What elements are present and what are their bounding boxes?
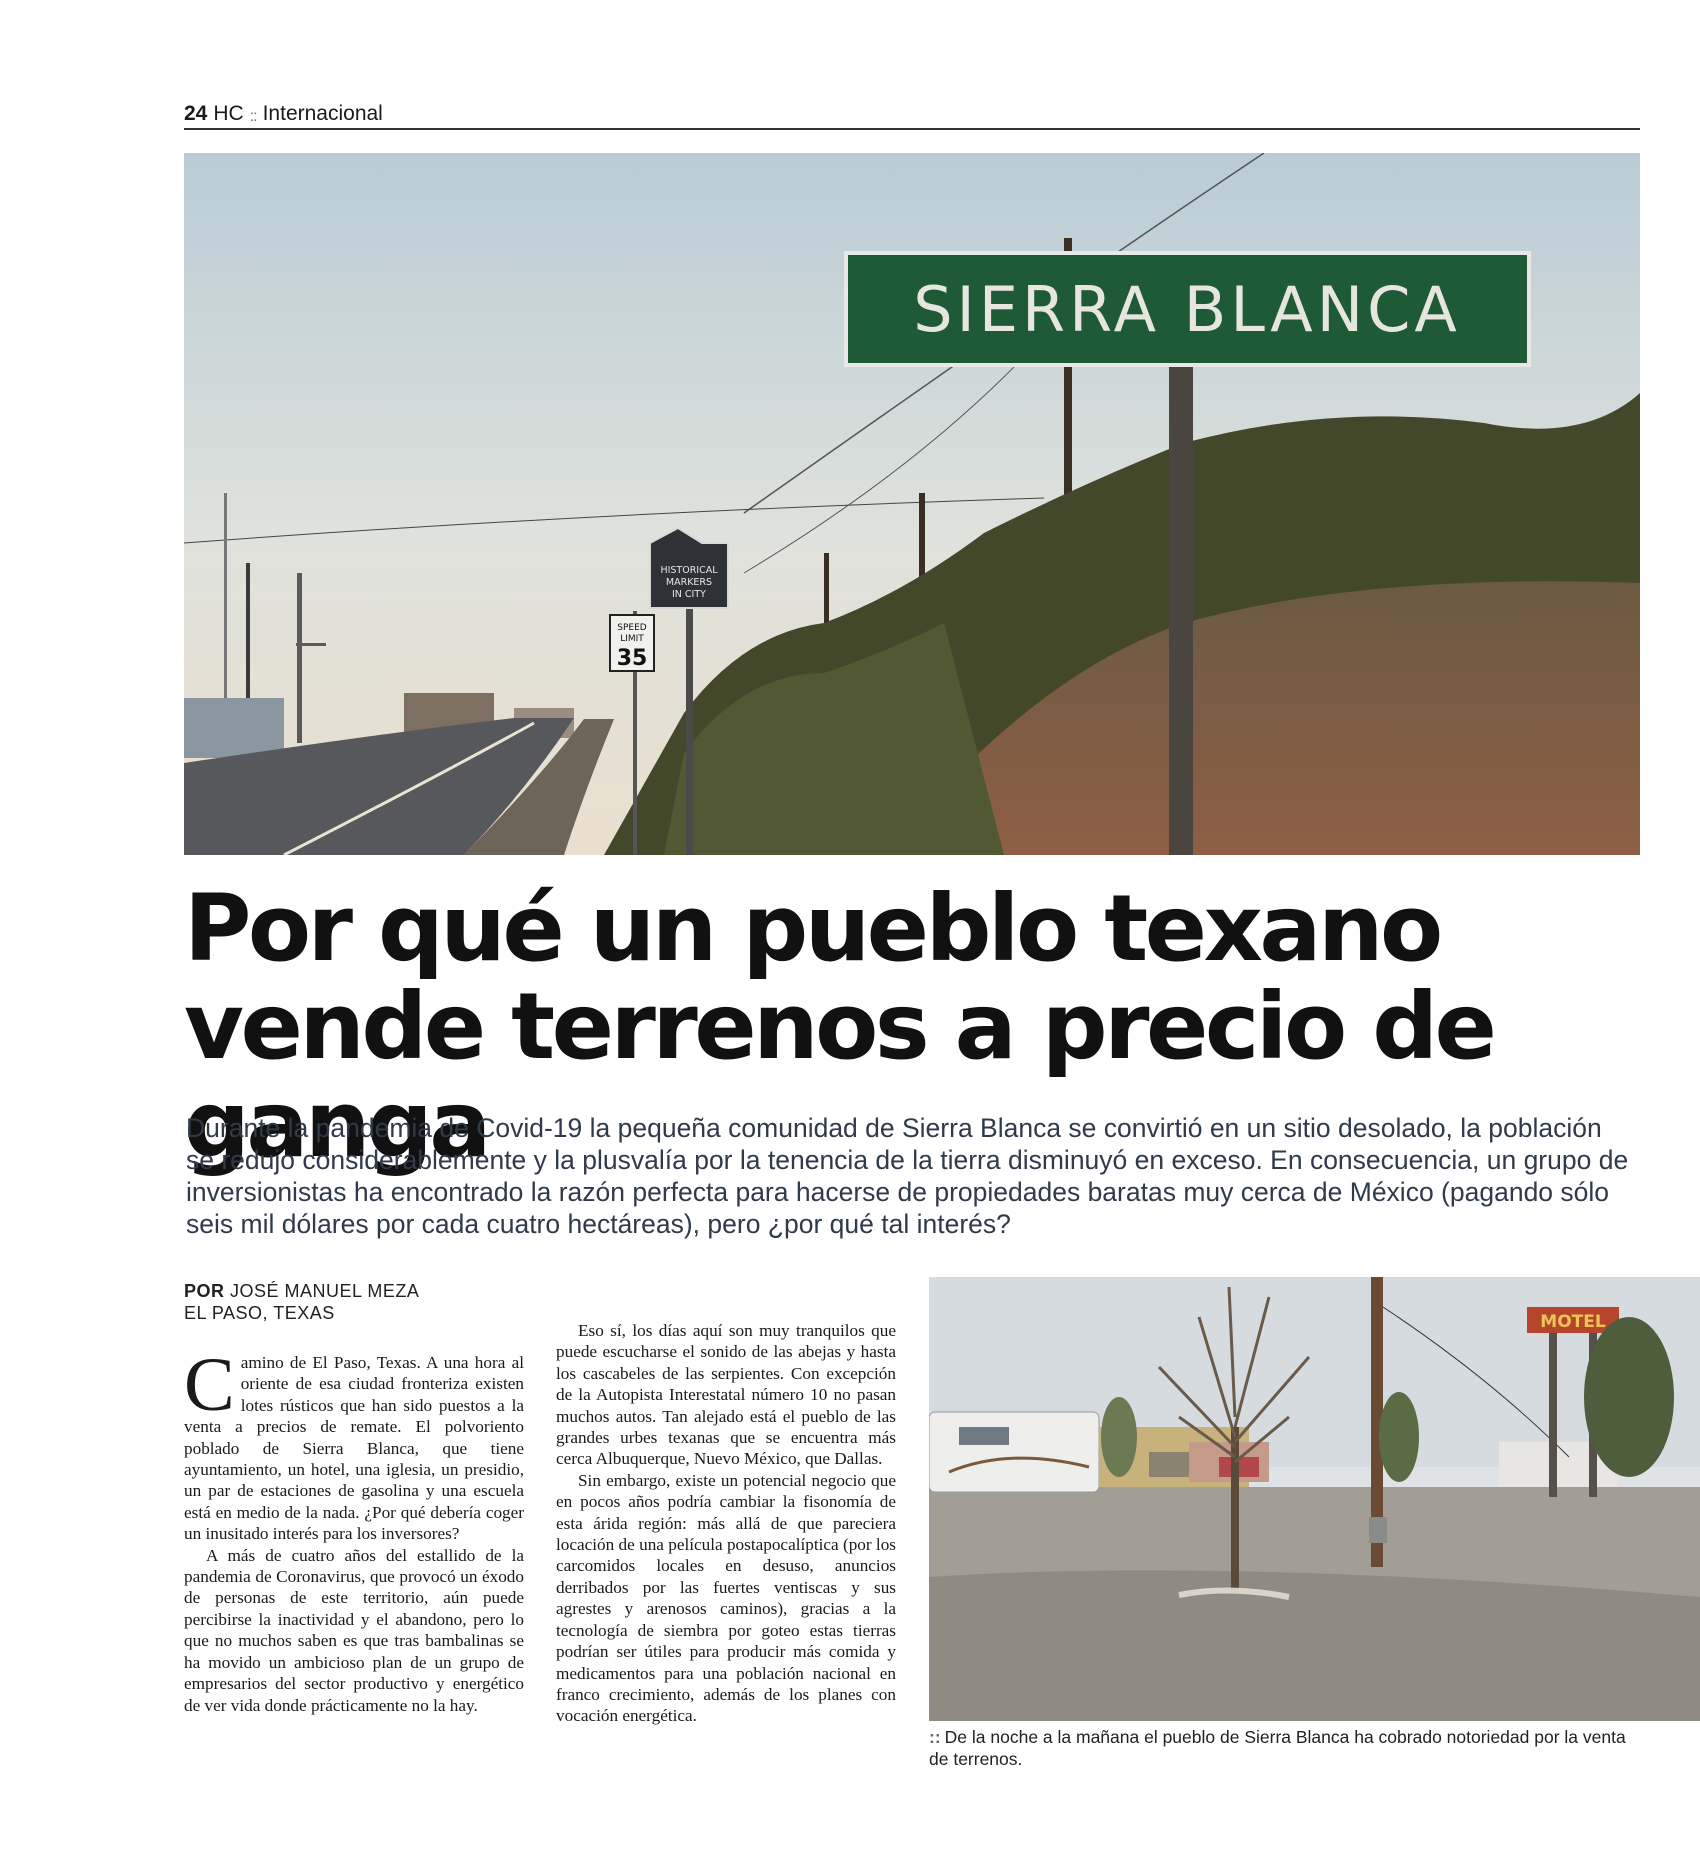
drop-cap: C bbox=[184, 1343, 235, 1427]
article-column-2 bbox=[556, 1278, 896, 1727]
article-paragraph: Camino de El Paso, Texas. A una hora al oriente de esa ciudad fronteriza existen lotes rústicos que han sido puestos a la venta a precios de remate. El polvoriento poblado de Sierra Blanca, que tiene ayuntamiento, un hotel, una iglesia, un presidio, un par de estaciones de gasolina y una escuela está en medio de la nada. ¿Por qué debería coger un inusitado interés para los inversores? bbox=[184, 1343, 524, 1544]
photo-caption bbox=[929, 1726, 1629, 1770]
svg-text:MOTEL: MOTEL bbox=[1540, 1312, 1606, 1332]
byline-author: JOSÉ MANUEL MEZA bbox=[230, 1281, 420, 1301]
svg-text:SPEED: SPEED bbox=[617, 623, 647, 633]
caption-marker: :: bbox=[929, 1727, 941, 1747]
article-paragraph: A más de cuatro años del estallido de la pandemia de Coronavirus, que provocó un éxodo de personas de este territorio, aún puede percibirse la inactividad y el abandono, pero lo que no muchos saben es que tras bambalinas se ha movido un ambicioso plan de un grupo de empresarios del sector productivo y energético de ver vida donde prácticamente no la hay. bbox=[184, 1545, 524, 1715]
rv-park-photo-illustration bbox=[929, 1277, 1700, 1721]
speed-limit-sign bbox=[610, 615, 654, 671]
page-folio bbox=[184, 104, 1640, 130]
section-name: Internacional bbox=[262, 102, 383, 125]
svg-text:HISTORICAL: HISTORICAL bbox=[660, 565, 718, 576]
svg-text:MARKERS: MARKERS bbox=[665, 577, 713, 588]
page-number: 24 bbox=[184, 102, 208, 125]
svg-text:35: 35 bbox=[616, 646, 648, 671]
svg-text:SIERRA BLANCA: SIERRA BLANCA bbox=[913, 273, 1461, 346]
byline-prefix: POR bbox=[184, 1281, 225, 1301]
secondary-photo bbox=[929, 1277, 1700, 1721]
motel-sign bbox=[1527, 1307, 1619, 1333]
article-paragraph: Sin embargo, existe un potencial negocio que en pocos años podría cambiar la fisonomía de esta árida región: más allá de que pareciera locación de una película postapocalíptica (por los carcomidos locales en desuso, anuncios derribados por las fuertes ventiscas y sus agrestes y arenosos caminos), gracias a la tecnología de siembra por goteo estas tierras podrían ser útiles para producir más comida y medicamentos para una población nacional en franco crecimiento, además de los planes con vocación energética. bbox=[556, 1470, 896, 1726]
byline bbox=[184, 1280, 514, 1324]
section-code: HC bbox=[213, 102, 244, 125]
article-paragraph: Eso sí, los días aquí son muy tranquilos que puede escucharse el sonido de las abejas y hasta los cascabeles de las serpientes. Con excepción de la Autopista Interestatal número 10 no pasan muchos autos. Tan alejado está el pueblo de las grandes urbes texanas que se encuentra más cerca Albuquerque, Nuevo México, que Dallas. bbox=[556, 1321, 896, 1469]
folio-separator: :: bbox=[249, 108, 257, 125]
hero-photo-illustration bbox=[184, 153, 1640, 855]
headline: Por qué un pueblo texano vende terrenos a precio de ganga bbox=[184, 875, 1494, 1178]
svg-text:IN CITY: IN CITY bbox=[672, 589, 706, 600]
lede-paragraph: Durante la pandemia de Covid-19 la pequeña comunidad de Sierra Blanca se convirtió en un sitio desolado, la población se redujo considerablemente y la plusvalía por la tenencia de la tierra disminuyó en exceso. En consecuencia, un grupo de inversionistas ha encontrado la razón perfecta para hacerse de propiedades baratas muy cerca de México (pagando sólo seis mil dólares por cada cuatro hectáreas), pero ¿por qué tal interés? bbox=[186, 1113, 1629, 1239]
hero-photo bbox=[184, 153, 1640, 855]
article-column-1 bbox=[184, 1343, 524, 1716]
sierra-blanca-sign bbox=[846, 253, 1529, 365]
svg-text:LIMIT: LIMIT bbox=[620, 634, 644, 644]
byline-location: EL PASO, TEXAS bbox=[184, 1303, 335, 1323]
caption-text: De la noche a la mañana el pueblo de Sierra Blanca ha cobrado notoriedad por la venta de terrenos. bbox=[929, 1727, 1626, 1769]
